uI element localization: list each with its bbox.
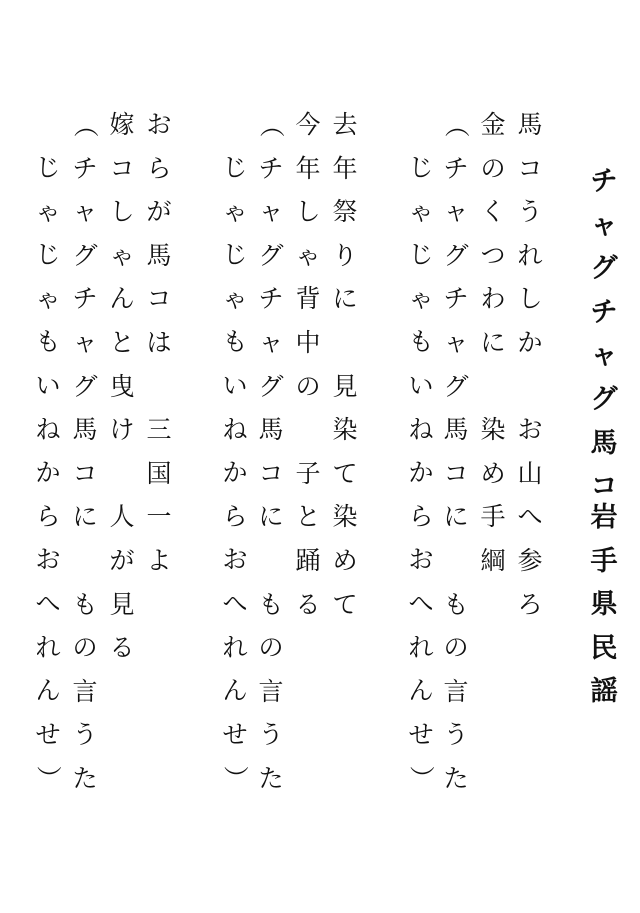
lyric-char: ね bbox=[222, 414, 248, 444]
lyric-char: お bbox=[35, 545, 61, 575]
lyric-char: も bbox=[35, 327, 61, 357]
lyric-char: チ bbox=[72, 153, 98, 183]
lyric-char: ゃ bbox=[295, 240, 321, 270]
lyric-char: に bbox=[480, 328, 506, 357]
lyric-char: ゃ bbox=[222, 196, 248, 226]
lyric-char: 三 bbox=[146, 415, 172, 445]
lyric-char: 中 bbox=[295, 328, 321, 357]
lyric-char bbox=[327, 325, 363, 361]
lyric-char: も bbox=[222, 327, 248, 357]
lyric-char: の bbox=[258, 633, 284, 663]
lyric-char: じ bbox=[408, 240, 434, 270]
region-char: 県 bbox=[590, 589, 618, 621]
lyric-char: に bbox=[258, 502, 284, 532]
lyric-char bbox=[475, 369, 511, 405]
lyric-char: コ bbox=[517, 153, 543, 183]
lyric-char: お bbox=[408, 545, 434, 575]
lyric-char: 言 bbox=[443, 676, 469, 706]
title-char: ャ bbox=[590, 340, 618, 372]
lyric-char: が bbox=[146, 197, 172, 227]
lyric-char: 年 bbox=[332, 153, 358, 183]
lyric-char: 馬 bbox=[72, 415, 98, 445]
lyric-char: は bbox=[146, 328, 172, 357]
lyric-char: に bbox=[332, 284, 358, 314]
lyric-char: ャ bbox=[258, 328, 284, 357]
lyric-char: グ bbox=[72, 371, 98, 401]
lyric-char: へ bbox=[222, 589, 248, 618]
lyric-char: 金 bbox=[480, 110, 506, 139]
lyric-char bbox=[141, 369, 177, 405]
lyric-char: じ bbox=[35, 240, 61, 270]
lyric-char: う bbox=[258, 720, 284, 750]
lyric-char: の bbox=[443, 633, 469, 663]
lyric-char: ん bbox=[408, 676, 434, 706]
lyric-char: （ bbox=[442, 112, 471, 138]
lyric-char: グ bbox=[258, 240, 284, 270]
lyric-char: ん bbox=[109, 284, 135, 314]
lyric-char: た bbox=[258, 764, 284, 793]
lyric-char: じ bbox=[35, 153, 61, 182]
lyric-char: グ bbox=[443, 371, 469, 401]
lyric-char: 嫁 bbox=[109, 110, 135, 139]
lyric-char: よ bbox=[146, 546, 172, 575]
lyric-char: つ bbox=[480, 240, 506, 270]
lyric-char: か bbox=[517, 328, 543, 357]
lyric-char: う bbox=[517, 197, 543, 227]
lyric-char: る bbox=[295, 589, 321, 619]
lyric-char: コ bbox=[72, 458, 98, 488]
lyric-char: せ bbox=[35, 719, 61, 749]
lyric-char: 馬 bbox=[443, 415, 469, 445]
lyric-char: チ bbox=[443, 284, 469, 314]
lyric-char: と bbox=[295, 502, 321, 532]
lyric-char bbox=[104, 456, 140, 492]
lyric-char: も bbox=[72, 589, 98, 619]
lyric-char: か bbox=[35, 458, 61, 488]
lyric-char: グ bbox=[258, 371, 284, 401]
lyric-char bbox=[438, 543, 474, 579]
lyric-char: て bbox=[332, 589, 358, 619]
lyric-char bbox=[512, 369, 548, 405]
lyric-char: 綱 bbox=[480, 546, 506, 575]
title-char: 馬 bbox=[590, 427, 618, 459]
lyric-char: ね bbox=[35, 414, 61, 444]
lyric-char: へ bbox=[35, 589, 61, 618]
lyric-char: か bbox=[222, 458, 248, 488]
lyric-char: 山 bbox=[517, 458, 543, 488]
lyric-char: せ bbox=[408, 719, 434, 749]
title-char: チ bbox=[590, 296, 618, 328]
lyric-char: （ bbox=[257, 112, 286, 138]
lyric-char: コ bbox=[109, 153, 135, 183]
lyric-char: 見 bbox=[332, 371, 358, 401]
lyric-char: が bbox=[109, 546, 135, 575]
lyric-char: 今 bbox=[295, 110, 321, 139]
lyric-char: ゃ bbox=[109, 240, 135, 270]
lyric-char: 染 bbox=[480, 415, 506, 445]
lyric-char: て bbox=[332, 458, 358, 488]
lyric-char: チ bbox=[443, 153, 469, 183]
lyric-char: 曳 bbox=[109, 371, 135, 401]
lyric-char: に bbox=[72, 502, 98, 532]
lyric-char: コ bbox=[443, 458, 469, 488]
lyric-char: ゃ bbox=[408, 196, 434, 226]
lyric-char: ゃ bbox=[222, 283, 248, 313]
lyric-char: チ bbox=[72, 284, 98, 314]
lyric-char: ゃ bbox=[35, 196, 61, 226]
lyric-char: ら bbox=[35, 501, 61, 531]
lyric-char: 言 bbox=[258, 676, 284, 706]
lyric-char: れ bbox=[35, 632, 61, 662]
lyric-char: も bbox=[408, 327, 434, 357]
lyric-char: ） bbox=[34, 765, 63, 791]
lyric-char: ら bbox=[222, 501, 248, 531]
lyric-char: 馬 bbox=[146, 240, 172, 270]
lyric-char: ん bbox=[222, 676, 248, 706]
lyric-char: じ bbox=[222, 153, 248, 182]
lyric-char: も bbox=[443, 589, 469, 619]
lyric-char: る bbox=[109, 633, 135, 663]
lyric-char: じ bbox=[408, 153, 434, 182]
lyric-char: グ bbox=[443, 240, 469, 270]
title-char: ャ bbox=[590, 209, 618, 241]
region-char: 民 bbox=[590, 632, 618, 664]
lyric-char: れ bbox=[222, 632, 248, 662]
lyric-char: ャ bbox=[72, 197, 98, 227]
lyric-char: ら bbox=[146, 153, 172, 183]
lyric-char: お bbox=[146, 110, 172, 139]
lyric-char: ら bbox=[408, 501, 434, 531]
region-char: 謡 bbox=[590, 676, 618, 708]
lyric-char: 馬 bbox=[258, 415, 284, 445]
lyric-char: う bbox=[443, 720, 469, 750]
lyric-char: け bbox=[109, 415, 135, 445]
lyric-char: し bbox=[517, 284, 543, 314]
lyric-char bbox=[67, 543, 103, 579]
lyric-char: ャ bbox=[72, 328, 98, 357]
lyric-char: 手 bbox=[480, 502, 506, 532]
lyric-char: 参 bbox=[517, 546, 543, 575]
lyric-char: れ bbox=[408, 632, 434, 662]
lyric-char: ャ bbox=[443, 328, 469, 357]
lyric-char: （ bbox=[71, 112, 100, 138]
title-char: コ bbox=[590, 471, 618, 503]
lyric-char: の bbox=[295, 371, 321, 401]
title-char: グ bbox=[590, 384, 618, 415]
lyric-char: た bbox=[72, 764, 98, 793]
lyric-char: と bbox=[109, 328, 135, 357]
lyric-char: グ bbox=[72, 240, 98, 270]
lyric-char: 年 bbox=[295, 153, 321, 183]
lyric-char bbox=[290, 412, 326, 448]
lyric-char: お bbox=[517, 415, 543, 445]
lyric-char: チ bbox=[258, 284, 284, 314]
lyric-char: 人 bbox=[109, 502, 135, 532]
lyric-char: ん bbox=[35, 676, 61, 706]
lyric-char: 馬 bbox=[517, 110, 543, 139]
lyric-char: ゃ bbox=[35, 283, 61, 313]
lyric-char: せ bbox=[222, 719, 248, 749]
lyric-char: い bbox=[408, 371, 434, 400]
lyric-char: 子 bbox=[295, 458, 321, 488]
lyric-char: の bbox=[480, 153, 506, 183]
lyric-char: 染 bbox=[332, 502, 358, 532]
region-char: 手 bbox=[590, 545, 618, 577]
lyric-char: し bbox=[109, 197, 135, 227]
lyric-char: 去 bbox=[332, 110, 358, 139]
lyric-char: 言 bbox=[72, 676, 98, 706]
lyric-char: お bbox=[222, 545, 248, 575]
lyric-char: へ bbox=[408, 589, 434, 618]
lyric-char: た bbox=[443, 764, 469, 793]
lyric-char: く bbox=[480, 197, 506, 227]
lyric-char: れ bbox=[517, 240, 543, 270]
lyric-char: 祭 bbox=[332, 197, 358, 227]
lyric-char: ャ bbox=[258, 197, 284, 227]
lyric-char: う bbox=[72, 720, 98, 750]
title-char: チ bbox=[590, 166, 618, 197]
lyric-char: じ bbox=[222, 240, 248, 270]
lyric-char: 背 bbox=[295, 284, 321, 314]
lyric-char: 国 bbox=[146, 458, 172, 488]
lyric-char: ゃ bbox=[408, 283, 434, 313]
lyric-char: ろ bbox=[517, 589, 543, 619]
lyric-char: 染 bbox=[332, 415, 358, 445]
lyric-char: め bbox=[480, 458, 506, 488]
lyric-char: ） bbox=[221, 765, 250, 791]
lyric-char: チ bbox=[258, 153, 284, 183]
lyric-char: 踊 bbox=[295, 546, 321, 575]
lyric-char: ね bbox=[408, 414, 434, 444]
lyric-char: し bbox=[295, 197, 321, 227]
lyric-char: い bbox=[35, 371, 61, 400]
lyric-char: コ bbox=[146, 284, 172, 314]
lyric-char: 見 bbox=[109, 589, 135, 619]
lyric-char: 一 bbox=[146, 502, 172, 532]
lyric-char: も bbox=[258, 589, 284, 619]
lyric-char: い bbox=[222, 371, 248, 400]
lyric-char: め bbox=[332, 546, 358, 575]
lyric-char: コ bbox=[258, 458, 284, 488]
lyric-char: に bbox=[443, 502, 469, 532]
lyric-char bbox=[253, 543, 289, 579]
lyric-char: ） bbox=[407, 765, 436, 791]
lyric-char: ャ bbox=[443, 197, 469, 227]
lyric-char: か bbox=[408, 458, 434, 488]
lyric-char: の bbox=[72, 633, 98, 663]
region-char: 岩 bbox=[590, 502, 618, 533]
lyric-char: へ bbox=[517, 502, 543, 532]
lyric-char: り bbox=[332, 240, 358, 270]
title-char: グ bbox=[590, 253, 618, 285]
lyric-char: わ bbox=[480, 284, 506, 314]
